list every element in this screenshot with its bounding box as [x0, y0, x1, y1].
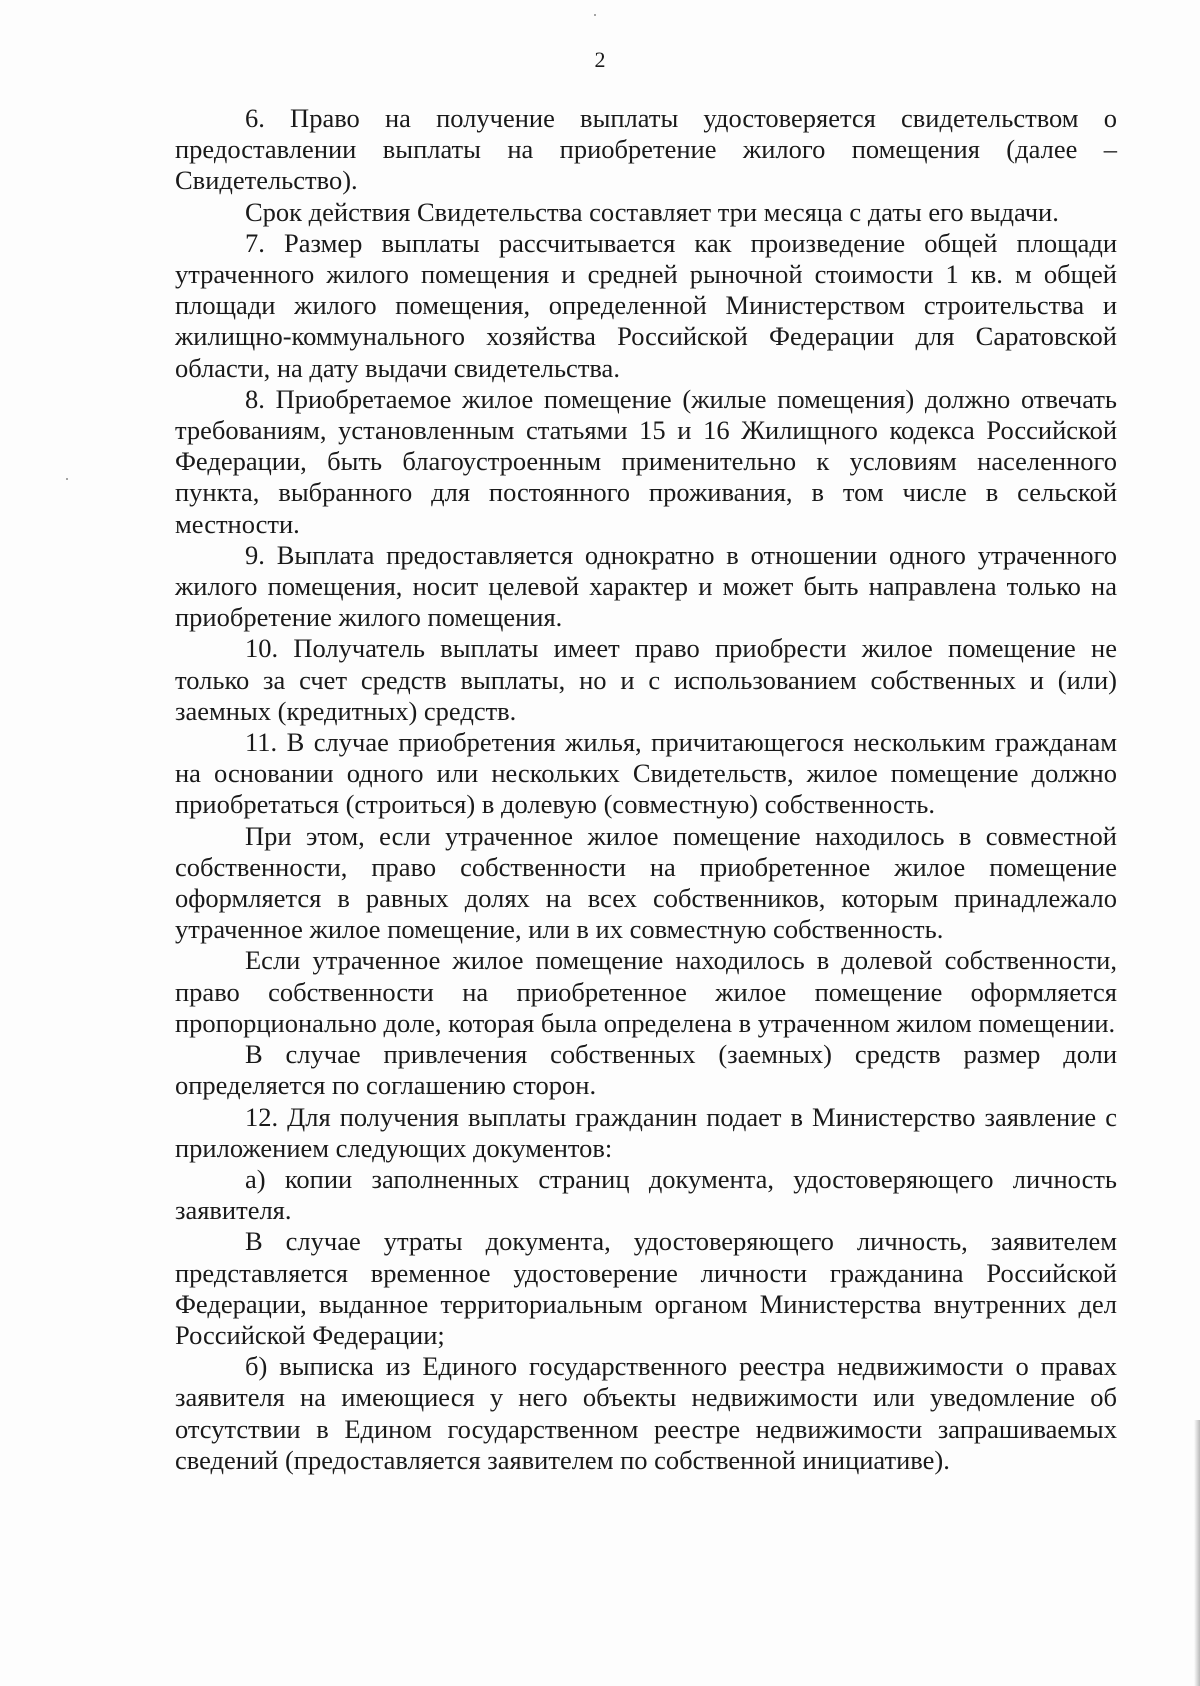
paragraph-10: 10. Получатель выплаты имеет право приобрести жилое помещение не только за счет средств выплаты, но и с использованием собственных и (или) заемных (кредитных) средств.	[175, 633, 1117, 726]
paragraph-9: 9. Выплата предоставляется однократно в отношении одного утраченного жилого помещения, носит целевой характер и может быть направлена только на приобретение жилого помещения.	[175, 539, 1117, 633]
paragraph-shared-ownership: Если утраченное жилое помещение находилось в долевой собственности, право собственности на приобретенное жилое помещение оформляется пропорционально доле, которая была определена в утраченном жилом помещении.	[175, 945, 1117, 1038]
paragraph-7: 7. Размер выплаты рассчитывается как произведение общей площади утраченного жилого помещения и средней рыночной стоимости 1 кв. м общей площади жилого помещения, определенной Министерством строительства и жилищно-коммунального хозяйства Российской Федерации для Саратовской области, на дату выдачи свидетельства.	[175, 227, 1117, 383]
paragraph-12-b: б) выписка из Единого государственного реестра недвижимости о правах заявителя на имеющиеся у него объекты недвижимости или уведомление об отсутствии в Едином государственном реестре недвижимости запрашиваемых сведений (предоставляется заявителем по собственной инициативе).	[175, 1351, 1117, 1475]
page-number: 2	[594, 47, 606, 72]
paragraph-own-funds: В случае привлечения собственных (заемных) средств размер доли определяется по соглашению сторон.	[175, 1039, 1117, 1101]
paragraph-lost-identity-document: В случае утраты документа, удостоверяющего личность, заявителем представляется временное удостоверение личности гражданина Российской Федерации, выданное территориальным органом Министерства внутренних дел Российской Федерации;	[175, 1226, 1117, 1350]
scan-speck-left	[66, 478, 68, 480]
paragraph-12: 12. Для получения выплаты гражданин подает в Министерство заявление с приложением следующих документов:	[175, 1101, 1117, 1163]
scan-edge-shadow	[1194, 1420, 1200, 1686]
paragraph-12-a: а) копии заполненных страниц документа, удостоверяющего личность заявителя.	[175, 1163, 1117, 1226]
document-body	[175, 103, 1117, 1476]
scan-speck-top	[594, 14, 596, 16]
paragraph-8: 8. Приобретаемое жилое помещение (жилые помещения) должно отвечать требованиям, установленным статьями 15 и 16 Жилищного кодекса Российской Федерации, быть благоустроенным применительно к условиям населенного пункта, выбранного для постоянного проживания, в том числе в сельской местности.	[175, 383, 1117, 539]
paragraph-joint-ownership: При этом, если утраченное жилое помещение находилось в совместной собственности, право собственности на приобретенное жилое помещение оформляется в равных долях на всех собственников, которым принадлежало утраченное жилое помещение, или в их совместную собственность.	[175, 820, 1117, 945]
paragraph-11: 11. В случае приобретения жилья, причитающегося нескольким гражданам на основании одного или нескольких Свидетельств, жилое помещение должно приобретаться (строиться) в долевую (совместную) собственность.	[175, 727, 1117, 820]
paragraph-validity-period: Срок действия Свидетельства составляет три месяца с даты его выдачи.	[245, 196, 1059, 227]
paragraph-6: 6. Право на получение выплаты удостоверяется свидетельством о предоставлении выплаты на приобретение жилого помещения (далее – Свидетельство).	[175, 103, 1117, 196]
